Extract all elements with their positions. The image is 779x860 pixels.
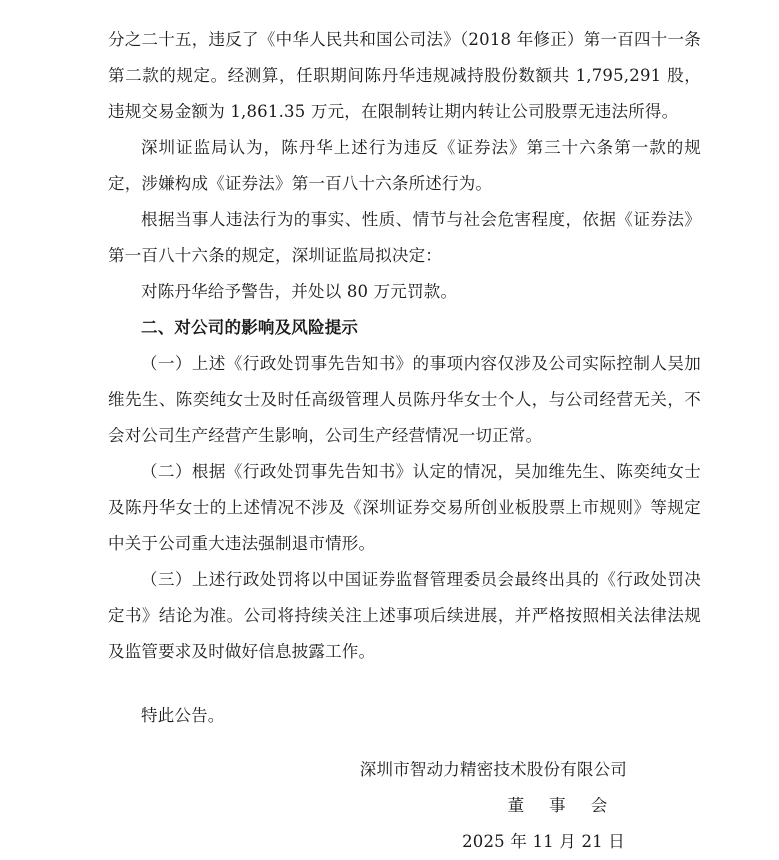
signature-company-name: 深圳市智动力精密技术股份有限公司 (359, 760, 627, 779)
signature-board: 董 事 会 (507, 796, 618, 815)
paragraph-continued: 分之二十五，违反了《中华人民共和国公司法》（2018 年修正）第一百四十一条第二款的规定。经测算，任职期间陈丹华违规减持股份数额共 1,795,291 股，违规交易金额为 1,861.35 万元，在限制转让期内转让公司股票无违法所得。 (108, 30, 701, 121)
paragraph-impact-item-2: （二）根据《行政处罚事先告知书》认定的情况，吴加维先生、陈奕纯女士及陈丹华女士的上述情况不涉及《深圳证券交易所创业板股票上市规则》等规定中关于公司重大违法强制退市情形。 (108, 462, 701, 553)
paragraph-legal-basis: 根据当事人违法行为的事实、性质、情节与社会危害程度，依据《证券法》第一百八十六条的规定，深圳证监局拟决定： (108, 210, 701, 265)
paragraph-closing: 特此公告。 (141, 706, 225, 725)
paragraph-impact-item-1: （一）上述《行政处罚事先告知书》的事项内容仅涉及公司实际控制人吴加维先生、陈奕纯女士及时任高级管理人员陈丹华女士个人，与公司经营无关，不会对公司生产经营产生影响，公司生产经营情况一切正常。 (108, 354, 701, 445)
paragraph-penalty-decision: 对陈丹华给予警告，并处以 80 万元罚款。 (141, 282, 458, 301)
paragraph-regulator-opinion: 深圳证监局认为，陈丹华上述行为违反《证券法》第三十六条第一款的规定，涉嫌构成《证券法》第一百八十六条所述行为。 (108, 138, 701, 193)
spacer (108, 670, 701, 698)
spacer-before-signature (108, 734, 701, 748)
signature-date: 2025 年 11 月 21 日 (462, 832, 625, 851)
section-heading-impact: 二、对公司的影响及风险提示 (141, 318, 359, 337)
paragraph-impact-item-3: （三）上述行政处罚将以中国证券监督管理委员会最终出具的《行政处罚决定书》结论为准。公司将持续关注上述事项后续进展，并严格按照相关法律法规及监管要求及时做好信息披露工作。 (108, 570, 701, 661)
signature-block (108, 752, 701, 860)
